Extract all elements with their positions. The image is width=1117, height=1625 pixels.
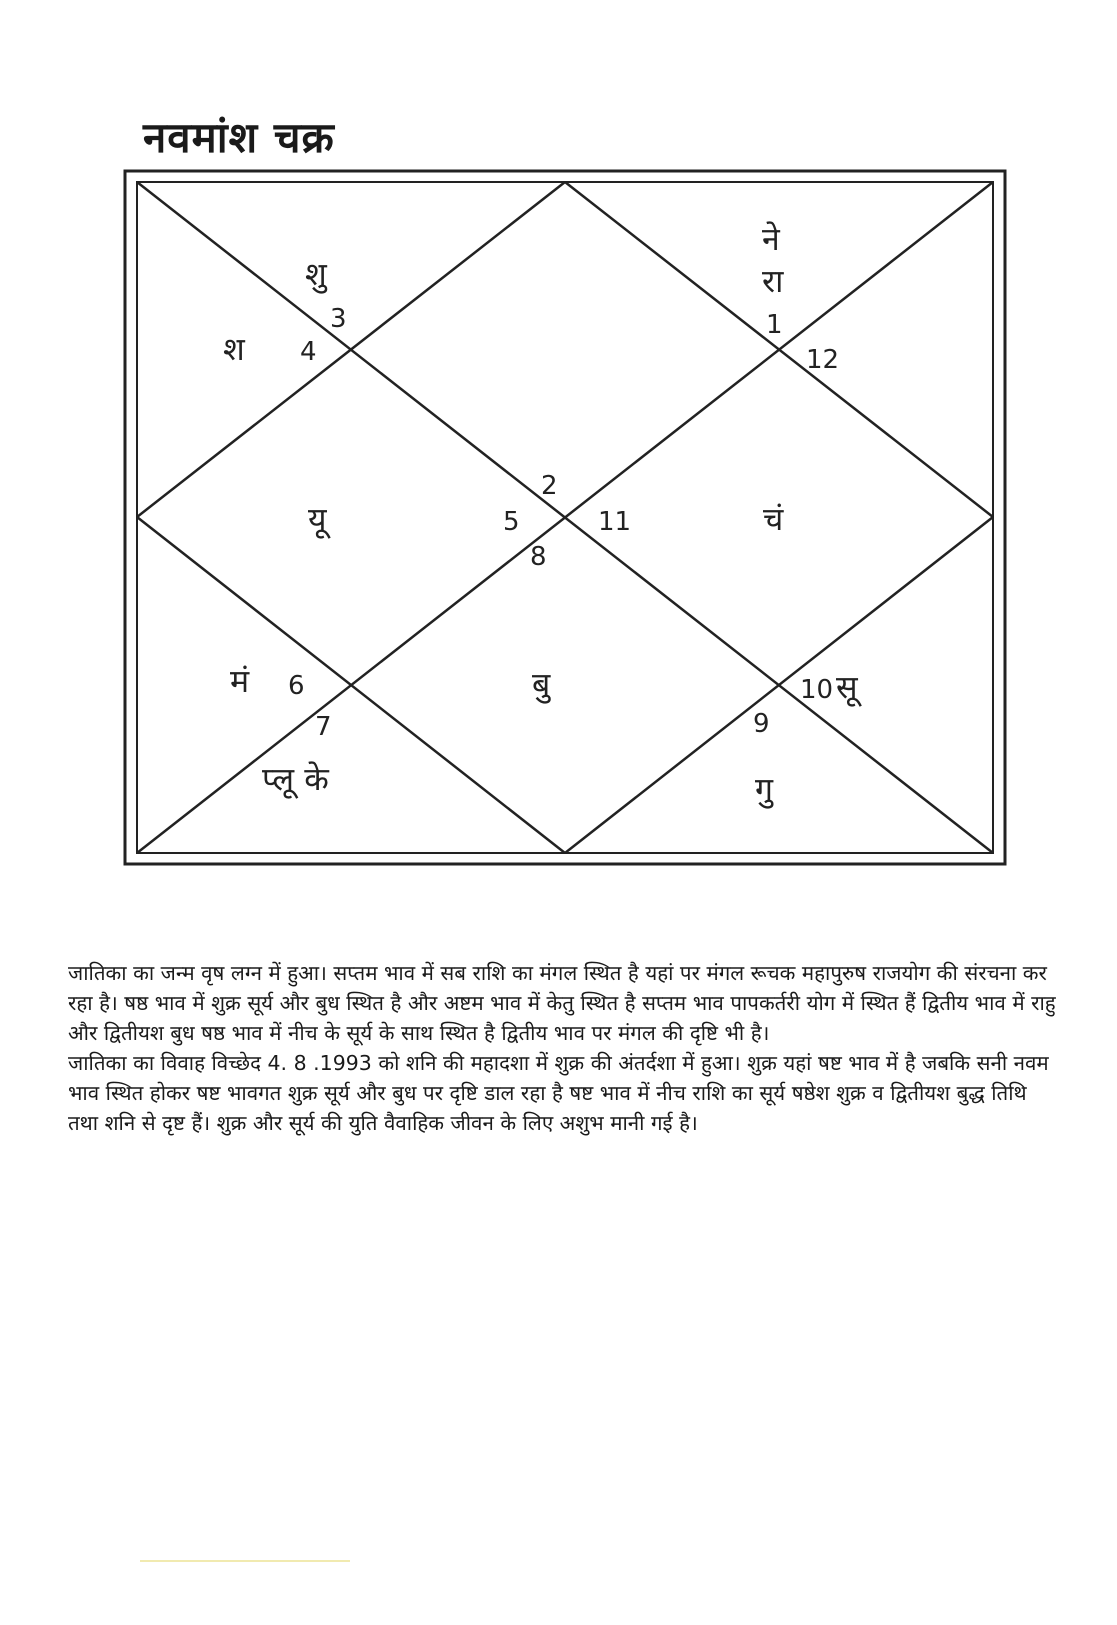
- planet-pluto-ketu: प्लू के: [262, 760, 329, 798]
- house-number-2: 2: [541, 471, 558, 501]
- planet-budh: बु: [532, 665, 551, 703]
- planet-shukra: शु: [305, 255, 327, 293]
- house-number-9: 9: [753, 709, 770, 739]
- paragraph-1: जातिका का जन्म वृष लग्न में हुआ। सप्तम भाव में सब राशि का मंगल स्थित है यहां पर मंगल रूचक महापुरुष राजयोग की संरचना कर रहा है। षष्ठ भाव में शुक्र सूर्य और बुध स्थित है और अष्टम भाव में केतु स्थित है सप्तम भाव पापकर्तरी योग में स्थित हैं द्वितीय भाव में राहु और द्वितीयश बुध षष्ठ भाव में नीच के सूर्य के साथ स्थित है द्वितीय भाव पर मंगल की दृष्टि भी है।: [68, 961, 1056, 1045]
- house-number-12: 12: [806, 345, 840, 375]
- house-number-1: 1: [766, 310, 783, 340]
- planet-rahu: रा: [762, 262, 784, 300]
- planet-mangal: मं: [230, 662, 250, 700]
- house-number-7: 7: [315, 712, 332, 742]
- house-number-3: 3: [330, 304, 347, 334]
- body-text: [68, 958, 1058, 1138]
- house-number-11: 11: [598, 507, 632, 537]
- house-number-10: 10: [800, 675, 834, 705]
- house-number-5: 5: [503, 507, 520, 537]
- footer-rule: [140, 1560, 350, 1562]
- page-title: नवमांश चक्र: [143, 113, 335, 162]
- planet-chandra: चं: [763, 500, 784, 538]
- house-number-4: 4: [300, 337, 317, 367]
- paragraph-2: जातिका का विवाह विच्छेद 4. 8 .1993 को शनि की महादशा में शुक्र की अंतर्दशा में हुआ। शुक्र यहां षष्ट भाव में है जबकि सनी नवम भाव स्थित होकर षष्ट भावगत शुक्र सूर्य और बुध पर दृष्टि डाल रहा है षष्ट भाव में नीच राशि का सूर्य षष्ठेश शुक्र व द्वितीयश बुद्ध तिथि तथा शनि से दृष्ट हैं। शुक्र और सूर्य की युति वैवाहिक जीवन के लिए अशुभ मानी गई है।: [68, 1051, 1049, 1135]
- planet-uranus: यू: [308, 500, 327, 538]
- planet-shani: श: [223, 330, 245, 368]
- planet-guru: गु: [755, 770, 774, 808]
- house-number-6: 6: [288, 671, 305, 701]
- house-number-8: 8: [530, 542, 547, 572]
- planet-neptune: ने: [762, 220, 780, 258]
- planet-surya: सू: [836, 668, 858, 706]
